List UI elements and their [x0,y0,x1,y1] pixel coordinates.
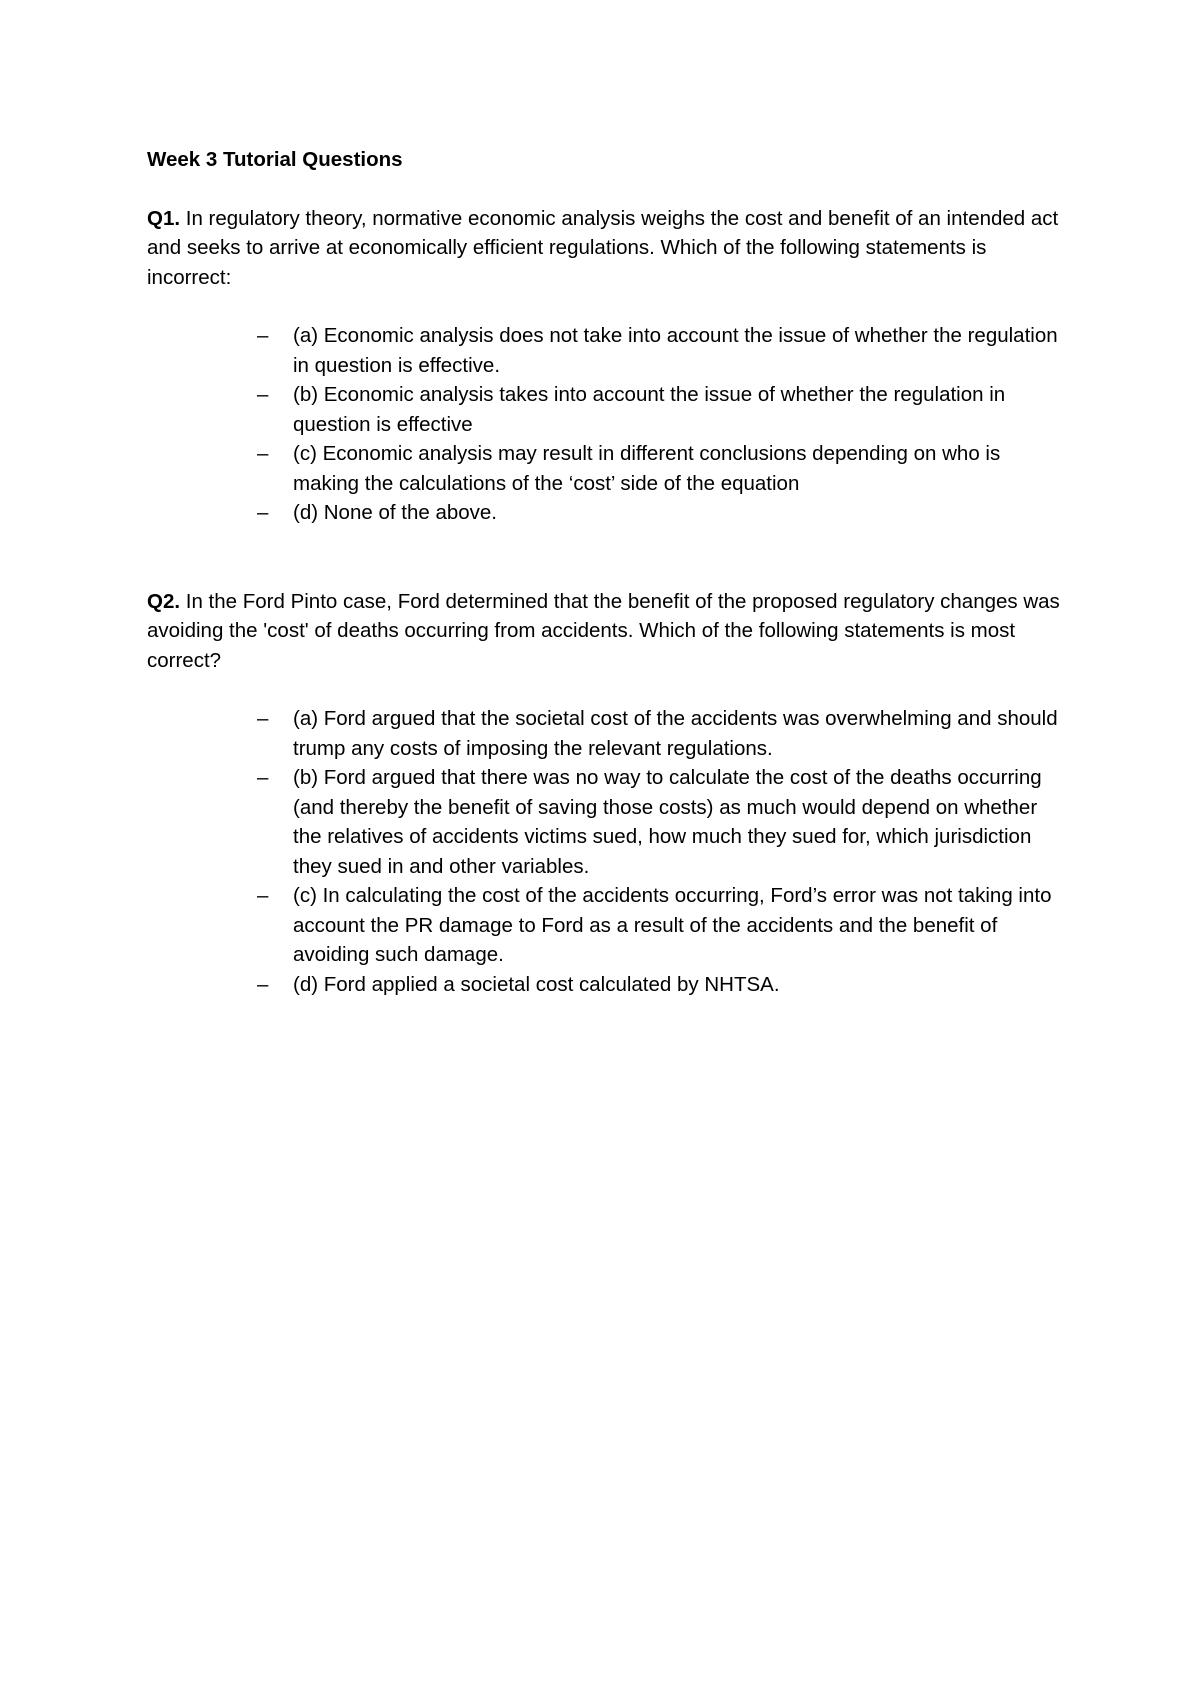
question-1-label: Q1. [147,206,181,230]
question-1-options [147,321,1067,528]
question-2 [147,587,1067,676]
question-1-option-c [257,439,1067,498]
question-1 [147,204,1067,293]
question-2-text: In the Ford Pinto case, Ford determined that the benefit of the proposed regulatory changes was avoiding the 'cost' of deaths occurring from accidents. Which of the following statements is most correct? [147,589,1060,672]
dash-bullet: – [257,442,269,465]
question-2-options [147,704,1067,999]
dash-bullet: – [257,501,269,524]
question-1-option-b [257,380,1067,439]
dash-bullet: – [257,766,269,789]
question-2-option-d [257,970,1067,1000]
dash-bullet: – [257,707,269,730]
option-text: (c) In calculating the cost of the accidents occurring, Ford’s error was not taking into account the PR damage to Ford as a result of the accidents and the benefit of avoiding such damage. [293,884,1052,966]
question-2-option-b [257,763,1067,881]
spacer [147,528,1067,587]
option-text: (d) Ford applied a societal cost calculated by NHTSA. [293,972,780,996]
question-2-option-a [257,704,1067,763]
option-text: (a) Ford argued that the societal cost of the accidents was overwhelming and should trump any costs of imposing the relevant regulations. [293,707,1058,760]
document-title: Week 3 Tutorial Questions [147,148,403,171]
dash-bullet: – [257,324,269,347]
option-text: (a) Economic analysis does not take into account the issue of whether the regulation in question is effective. [293,324,1058,377]
dash-bullet: – [257,884,269,907]
question-2-label: Q2. [147,589,181,613]
question-1-option-a [257,321,1067,380]
question-1-option-d [257,498,1067,528]
document-body [147,145,1067,999]
dash-bullet: – [257,383,269,406]
question-1-text: In regulatory theory, normative economic analysis weighs the cost and benefit of an intended act and seeks to arrive at economically efficient regulations. Which of the following statements is incorrect: [147,206,1059,289]
option-text: (b) Ford argued that there was no way to calculate the cost of the deaths occurring (and thereby the benefit of saving those costs) as much would depend on whether the relatives of accidents victims sued, how much they sued for, which jurisdiction they sued in and other variables. [293,766,1042,878]
option-text: (d) None of the above. [293,501,497,524]
question-2-option-c [257,881,1067,970]
dash-bullet: – [257,972,269,996]
option-text: (b) Economic analysis takes into account the issue of whether the regulation in question is effective [293,383,1006,436]
option-text: (c) Economic analysis may result in different conclusions depending on who is making the calculations of the ‘cost’ side of the equation [293,442,1001,495]
